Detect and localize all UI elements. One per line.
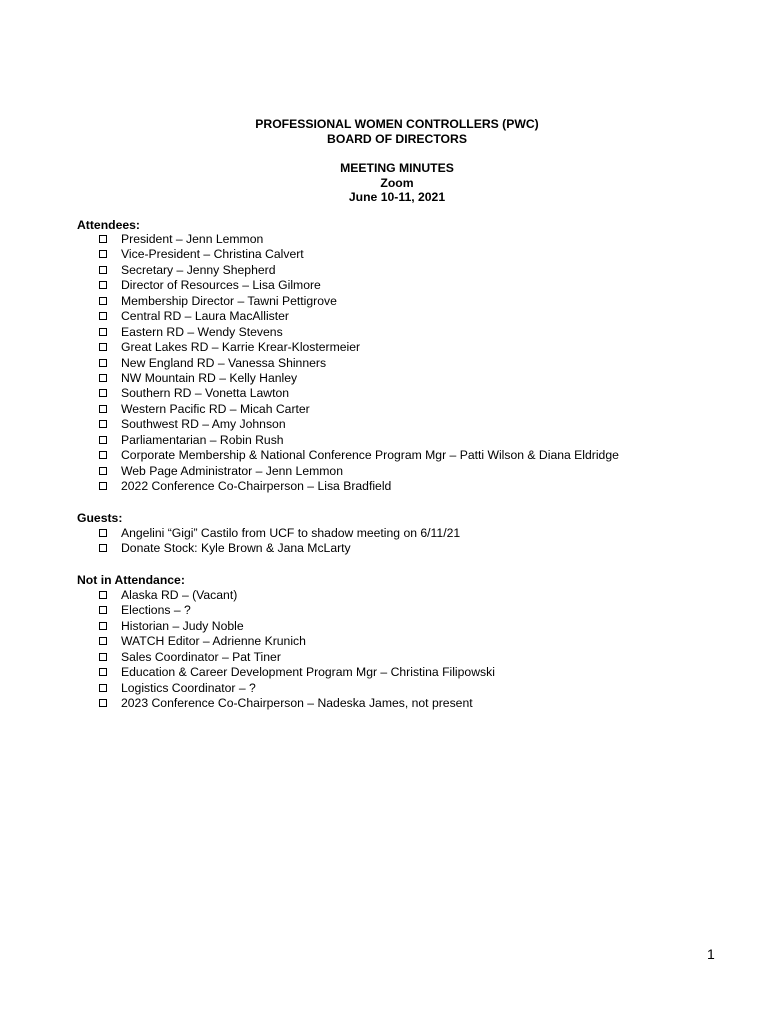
checkbox-icon[interactable] <box>99 622 107 630</box>
not-in-attendance-heading: Not in Attendance: <box>77 573 185 587</box>
document-title: MEETING MINUTES <box>340 161 454 175</box>
page-number: 1 <box>707 946 715 962</box>
checkbox-icon[interactable] <box>99 266 107 274</box>
attendees-heading: Attendees: <box>77 218 140 232</box>
checkbox-icon[interactable] <box>99 374 107 382</box>
meeting-date: June 10-11, 2021 <box>348 190 446 204</box>
meeting-location: Zoom <box>380 176 414 190</box>
checkbox-icon[interactable] <box>99 297 107 305</box>
board-title: BOARD OF DIRECTORS <box>327 132 467 146</box>
checkbox-icon[interactable] <box>99 389 107 397</box>
checkbox-icon[interactable] <box>99 699 107 707</box>
checkbox-icon[interactable] <box>99 235 107 243</box>
checkbox-icon[interactable] <box>99 467 107 475</box>
checkbox-icon[interactable] <box>99 668 107 676</box>
checkbox-icon[interactable] <box>99 451 107 459</box>
checkbox-icon[interactable] <box>99 405 107 413</box>
checkbox-icon[interactable] <box>99 544 107 552</box>
checkbox-icon[interactable] <box>99 653 107 661</box>
checkbox-icon[interactable] <box>99 250 107 258</box>
checkbox-icon[interactable] <box>99 359 107 367</box>
checkbox-icon[interactable] <box>99 312 107 320</box>
checkbox-icon[interactable] <box>99 529 107 537</box>
guests-heading: Guests: <box>77 511 123 525</box>
checkbox-icon[interactable] <box>99 281 107 289</box>
checkbox-icon[interactable] <box>99 606 107 614</box>
org-title: PROFESSIONAL WOMEN CONTROLLERS (PWC) <box>255 117 539 131</box>
checkbox-icon[interactable] <box>99 684 107 692</box>
checkbox-icon[interactable] <box>99 591 107 599</box>
checkbox-icon[interactable] <box>99 482 107 490</box>
checkbox-icon[interactable] <box>99 328 107 336</box>
checkbox-icon[interactable] <box>99 343 107 351</box>
checkbox-icon[interactable] <box>99 420 107 428</box>
checkbox-icon[interactable] <box>99 637 107 645</box>
checkbox-icon[interactable] <box>99 436 107 444</box>
